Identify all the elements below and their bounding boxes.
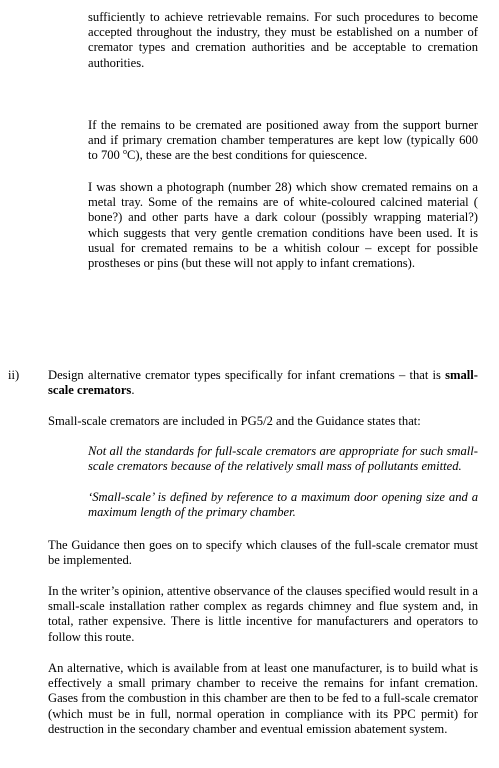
paragraph-quiescence (88, 118, 478, 164)
paragraph-quiescence-text: If the remains to be cremated are positioned away from the support burner and if primary cremation chamber temperatures are kept low (typically 600 to 700 (88, 118, 478, 163)
paragraph-clauses: The Guidance then goes on to specify which clauses of the full-scale cremator must be implemented. (48, 538, 478, 568)
section-number: ii) (8, 368, 20, 382)
paragraph-guidance-intro: Small-scale cremators are included in PG5/2 and the Guidance states that: (48, 414, 421, 428)
section-heading-bold: small-scale cremators (48, 368, 478, 398)
paragraph-alternative: An alternative, which is available from at least one manufacturer, is to build what is effectively a small primary chamber to receive the remains for infant cremation. Gases from the combustion in this chamber are then to be fed to a full-scale cremator (which must be in full, normal operation in compliance with its PPC permit) for destruction in the secondary chamber and eventual emission abatement system. (48, 661, 478, 736)
section-heading-end: . (131, 383, 135, 398)
degree-superscript: o (122, 147, 127, 157)
paragraph-retrievable-remains: sufficiently to achieve retrievable remains. For such procedures to become accepted throughout the industry, they must be established on a number of cremator types and cremation authorities and be acceptable to cremation authorities. (88, 10, 478, 70)
quote-standards: Not all the standards for full-scale cremators are appropriate for such small-scale cremators because of the relatively small mass of pollutants emitted. (88, 444, 478, 474)
section-heading-text: Design alternative cremator types specifically for infant cremations – that is (48, 368, 446, 382)
paragraph-photograph: I was shown a photograph (number 28) which show cremated remains on a metal tray. Some of the remains are of white-coloured calcined material ( bone?) and other parts have a dark colour (possibly wrapping material?) which suggests that very gentle cremation conditions have been used. It is usual for cremated remains to be a whitish colour – except for possible prostheses or pins (but these will not apply to infant cremations). (88, 180, 478, 271)
quote-small-scale-definition: ‘Small-scale’ is defined by reference to a maximum door opening size and a maximum length of the primary chamber. (88, 490, 478, 520)
paragraph-opinion: In the writer’s opinion, attentive observance of the clauses specified would result in a small-scale installation rather complex as regards chimney and flue system and, in total, rather expensive. There is little incentive for manufacturers and operators to follow this route. (48, 584, 478, 644)
section-heading (48, 368, 478, 398)
paragraph-quiescence-text-end: C), these are the best conditions for quiescence. (126, 148, 368, 163)
